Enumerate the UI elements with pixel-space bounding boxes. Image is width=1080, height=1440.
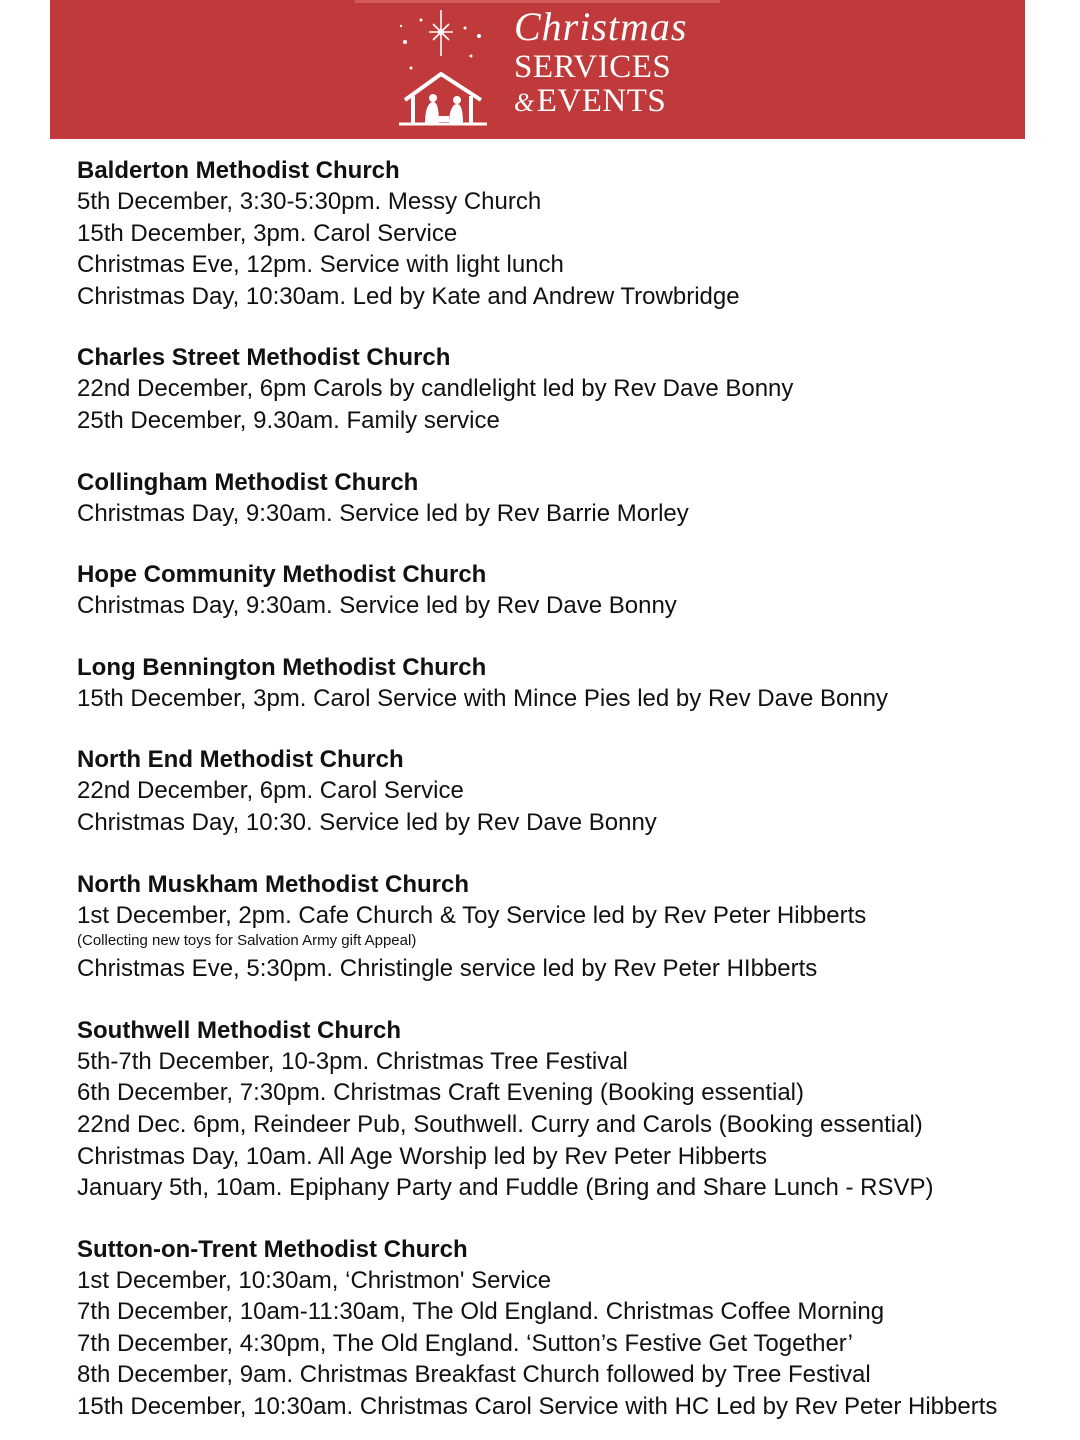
banner-title-events: EVENTS bbox=[536, 83, 667, 119]
church-name: Sutton-on-Trent Methodist Church bbox=[77, 1235, 468, 1263]
church-name: Balderton Methodist Church bbox=[77, 157, 400, 184]
event-line: 1st December, 2pm. Cafe Church & Toy Service led by Rev Peter Hibberts bbox=[77, 901, 867, 929]
event-line: Christmas Day, 9:30am. Service led by Rev Barrie Morley bbox=[77, 499, 689, 527]
event-line: 15th December, 10:30am. Christmas Carol Service with HC Led by Rev Peter Hibberts bbox=[77, 1393, 998, 1421]
event-line: 22nd December, 6pm Carols by candlelight led by Rev Dave Bonny bbox=[77, 375, 794, 403]
event-line: 22nd December, 6pm. Carol Service bbox=[77, 777, 464, 805]
event-line: 6th December, 7:30pm. Christmas Craft Evening (Booking essential) bbox=[77, 1079, 804, 1107]
event-line: 15th December, 3pm. Carol Service bbox=[77, 219, 458, 247]
event-line: 1st December, 10:30am, ‘Christmon' Service bbox=[77, 1266, 552, 1294]
event-line: 8th December, 9am. Christmas Breakfast Church followed by Tree Festival bbox=[77, 1361, 871, 1389]
event-line: Christmas Eve, 5:30pm. Christingle service led by Rev Peter HIbberts bbox=[77, 955, 818, 983]
event-line: January 5th, 10am. Epiphany Party and Fuddle (Bring and Share Lunch - RSVP) bbox=[77, 1174, 934, 1202]
church-collingham bbox=[77, 468, 1037, 530]
church-southwell bbox=[77, 1016, 1037, 1204]
banner-title-script: Christmas bbox=[514, 4, 688, 49]
event-line: 25th December, 9.30am. Family service bbox=[77, 406, 500, 434]
church-balderton bbox=[77, 156, 1037, 312]
church-name: Long Bennington Methodist Church bbox=[77, 653, 487, 681]
event-line: 5th December, 3:30-5:30pm. Messy Church bbox=[77, 188, 542, 215]
church-listing bbox=[77, 156, 1037, 1423]
church-name: Collingham Methodist Church bbox=[77, 468, 419, 496]
event-line: Christmas Day, 10:30. Service led by Rev Dave Bonny bbox=[77, 808, 657, 836]
banner-notch bbox=[355, 0, 720, 3]
church-name: Charles Street Methodist Church bbox=[77, 344, 451, 372]
banner-title bbox=[514, 4, 734, 120]
church-name: Hope Community Methodist Church bbox=[77, 561, 487, 589]
event-line: Christmas Eve, 12pm. Service with light lunch bbox=[77, 251, 564, 279]
nativity-star-icon bbox=[395, 8, 495, 130]
church-charles-street bbox=[77, 343, 1037, 436]
church-sutton-on-trent bbox=[77, 1235, 1037, 1423]
banner-title-events-line bbox=[514, 84, 734, 120]
church-name: North Muskham Methodist Church bbox=[77, 870, 470, 898]
church-north-end bbox=[77, 745, 1037, 838]
church-north-muskham bbox=[77, 870, 1037, 985]
event-line: Christmas Day, 10:30am. Led by Kate and Andrew Trowbridge bbox=[77, 282, 740, 310]
church-hope-community bbox=[77, 560, 1037, 622]
event-note: (Collecting new toys for Salvation Army gift Appeal) bbox=[77, 932, 417, 950]
event-line: 5th-7th December, 10-3pm. Christmas Tree Festival bbox=[77, 1047, 628, 1075]
event-line: Christmas Day, 10am. All Age Worship led by Rev Peter Hibberts bbox=[77, 1142, 768, 1170]
event-line: 15th December, 3pm. Carol Service with Mince Pies led by Rev Dave Bonny bbox=[77, 684, 889, 712]
event-line: 7th December, 4:30pm, The Old England. ‘Sutton’s Festive Get Together’ bbox=[77, 1329, 854, 1357]
banner-title-amp: & bbox=[514, 88, 535, 117]
event-line: Christmas Day, 9:30am. Service led by Rev Dave Bonny bbox=[77, 592, 677, 620]
event-line: 22nd Dec. 6pm, Reindeer Pub, Southwell. Curry and Carols (Booking essential) bbox=[77, 1110, 923, 1138]
church-name: Southwell Methodist Church bbox=[77, 1016, 401, 1044]
church-long-bennington bbox=[77, 653, 1037, 715]
event-line: 7th December, 10am-11:30am, The Old England. Christmas Coffee Morning bbox=[77, 1298, 885, 1326]
banner-title-services: SERVICES bbox=[514, 49, 672, 85]
church-name: North End Methodist Church bbox=[77, 746, 404, 774]
